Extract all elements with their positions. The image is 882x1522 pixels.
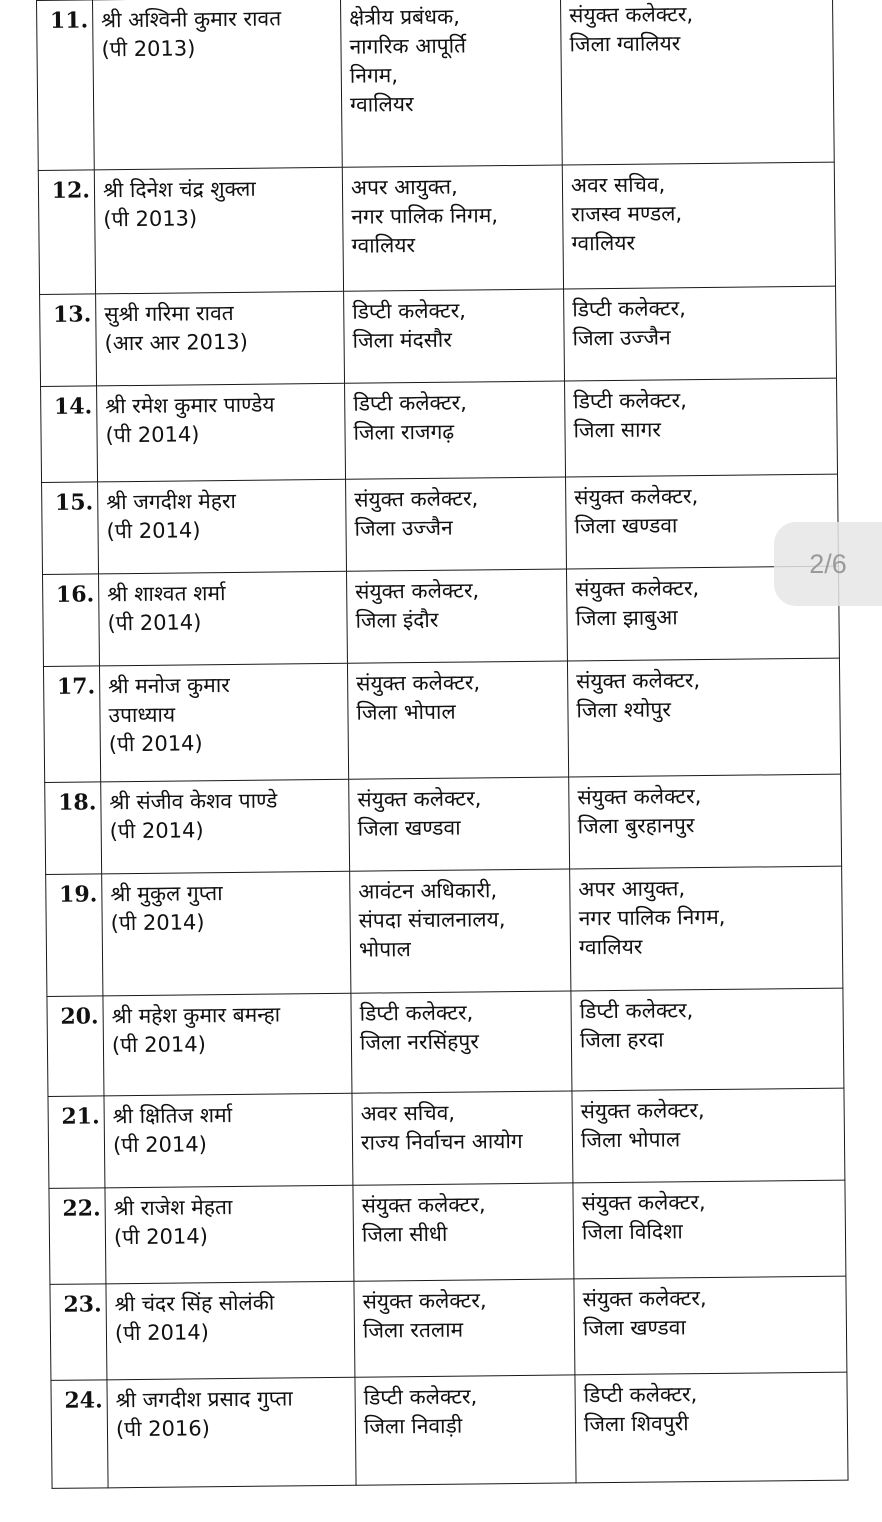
new-posting-line: डिप्टी कलेक्टर, [572,296,686,322]
current-posting-cell [347,661,568,779]
current-posting-line: डिप्टी कलेक्टर, [363,1384,478,1410]
new-posting-cell [570,866,843,991]
current-posting-line: संयुक्त कलेक्टर, [354,486,479,512]
officer-name-cell [107,1377,356,1488]
officer-name-cell [97,383,346,482]
current-posting-line: संयुक्त कलेक्टर, [361,1192,486,1218]
serial-number: 23. [50,1284,107,1381]
officer-name-line: (पी 2014) [108,731,203,757]
officer-name-cell [101,779,350,874]
table-row [40,286,837,386]
current-posting-line: क्षेत्रीय प्रबंधक, [349,4,460,30]
current-posting-line: डिप्टी कलेक्टर, [352,298,467,324]
current-posting-line: संपदा संचालनालय, [358,907,506,933]
officer-name-line: श्री शाश्वत शर्मा [107,581,226,607]
new-posting-line: जिला उज्जैन [572,325,671,351]
officer-name-line: श्री अश्विनी कुमार रावत [101,6,282,33]
transfer-table [36,0,849,1489]
serial-number: 18. [45,782,102,875]
table-row [41,378,838,482]
table-row [45,774,842,874]
officer-name-cell [103,993,352,1096]
officer-name-line: श्री महेश कुमार बमन्हा [111,1002,281,1029]
serial-number: 24. [51,1380,108,1489]
new-posting-line: संयुक्त कलेक्टर, [580,1098,705,1124]
current-posting-line: जिला रतलाम [362,1317,464,1343]
new-posting-cell [573,1180,846,1279]
new-posting-cell [569,774,842,869]
new-posting-cell [564,286,837,381]
current-posting-line: ग्वालियर [351,233,416,258]
serial-number: 14. [41,386,98,483]
serial-number: 11. [37,0,95,170]
officer-name-cell [106,1281,355,1380]
current-posting-line: जिला खण्डवा [357,815,461,841]
new-posting-line: जिला खण्डवा [574,513,678,539]
new-posting-cell [567,658,840,777]
current-posting-cell [351,991,572,1093]
new-posting-line: ग्वालियर [578,934,643,960]
officer-name-line: श्री क्षितिज शर्मा [112,1103,233,1129]
current-posting-cell [353,1183,574,1281]
current-posting-line: नागरिक आपूर्ति [349,33,467,59]
new-posting-line: संयुक्त कलेक्टर, [569,2,694,28]
new-posting-line: जिला शिवपुरी [583,1411,689,1437]
officer-name-line: (पी 2014) [106,518,201,544]
page-indicator-badge [774,522,882,606]
current-posting-cell [349,777,570,871]
new-posting-line: राजस्व मण्डल, [571,201,683,227]
officer-name-cell [104,1093,353,1188]
new-posting-cell [575,1372,848,1483]
current-posting-cell [352,1091,573,1185]
current-posting-line: ग्वालियर [349,92,414,117]
current-posting-line: भोपाल [358,937,411,962]
current-posting-line: जिला नरसिंहपुर [359,1029,479,1055]
current-posting-cell [346,477,567,571]
table-row [37,0,835,170]
serial-number: 17. [43,666,100,783]
officer-name-line: (पी 2016) [115,1416,210,1442]
serial-number: 21. [48,1096,105,1189]
new-posting-line: ग्वालियर [571,230,636,256]
table-row [47,988,844,1096]
serial-number: 13. [40,294,97,387]
current-posting-cell [346,569,567,663]
current-posting-line: संयुक्त कलेक्टर, [357,786,482,812]
new-posting-cell [572,1088,845,1183]
new-posting-cell [565,378,838,477]
officer-name-line: श्री रमेश कुमार पाण्डेय [105,392,275,419]
officer-name-line: (पी 2014) [113,1224,208,1250]
officer-name-line: श्री दिनेश चंद्र शुक्ला [102,176,256,203]
current-posting-cell [342,165,563,291]
new-posting-line: डिप्टी कलेक्टर, [573,388,687,414]
officer-name-line: श्री मनोज कुमार [108,673,230,699]
officer-name-cell [102,871,351,996]
officer-name-cell [94,167,343,294]
new-posting-line: संयुक्त कलेक्टर, [576,668,701,694]
table-row [49,1180,846,1284]
new-posting-cell [560,0,834,165]
new-posting-line: डिप्टी कलेक्टर, [579,998,694,1024]
new-posting-line: अपर आयुक्त, [578,876,686,902]
officer-name-line: (पी 2014) [107,610,202,636]
current-posting-line: जिला मंदसौर [352,327,453,353]
serial-number: 12. [38,170,95,295]
serial-number: 22. [49,1188,106,1285]
table-row [42,474,839,574]
serial-number: 19. [46,874,103,997]
current-posting-line: संयुक्त कलेक्टर, [356,670,481,696]
officer-name-line: उपाध्याय [108,702,176,728]
officer-name-line: (पी 2013) [103,206,198,232]
table-row [50,1276,847,1380]
current-posting-line: नगर पालिक निगम, [351,203,499,229]
new-posting-line: जिला खण्डवा [582,1315,686,1341]
current-posting-line: जिला उज्जैन [354,515,453,541]
officer-name-cell [96,291,345,386]
current-posting-line: संयुक्त कलेक्टर, [355,578,480,604]
current-posting-line: अपर आयुक्त, [350,174,458,200]
new-posting-line: संयुक्त कलेक्टर, [582,1286,707,1312]
page-indicator-text: 2/6 [809,548,847,579]
officer-name-line: श्री संजीव केशव पाण्डे [109,788,278,815]
new-posting-line: अवर सचिव, [570,172,666,198]
current-posting-cell [354,1279,575,1377]
serial-number: 15. [42,482,99,575]
officer-name-line: (पी 2014) [111,1032,206,1058]
officer-name-line: (पी 2014) [105,422,200,448]
current-posting-cell [344,289,565,383]
officer-name-line: श्री जगदीश मेहरा [106,488,237,515]
new-posting-line: जिला विदिशा [581,1219,683,1245]
current-posting-cell [350,869,571,993]
new-posting-line: संयुक्त कलेक्टर, [574,484,699,510]
new-posting-line: संयुक्त कलेक्टर, [577,784,702,810]
officer-name-line: सुश्री गरिमा रावत [104,300,234,327]
table-row [43,566,840,666]
table-row [38,162,835,294]
current-posting-cell [355,1375,576,1485]
officer-name-cell [98,479,347,574]
table-row [48,1088,845,1188]
officer-name-cell [105,1185,354,1284]
new-posting-line: डिप्टी कलेक्टर, [583,1382,698,1408]
officer-name-line: (आर आर 2013) [104,329,249,356]
officer-name-line: श्री चंदर सिंह सोलंकी [114,1290,275,1317]
officer-name-line: (पी 2014) [110,910,205,936]
officer-name-line: श्री राजेश मेहता [113,1195,233,1221]
new-posting-line: जिला हरदा [579,1027,664,1053]
new-posting-line: नगर पालिक निगम, [578,904,726,931]
table-row [43,658,840,782]
serial-number: 16. [43,574,100,667]
current-posting-line: राज्य निर्वाचन आयोग [360,1128,523,1155]
officer-name-cell [99,663,348,782]
current-posting-cell [345,381,566,479]
current-posting-line: डिप्टी कलेक्टर, [359,1000,474,1026]
current-posting-cell [340,0,562,167]
officer-name-line: (पी 2013) [101,36,196,62]
current-posting-line: डिप्टी कलेक्टर, [353,390,467,416]
current-posting-line: जिला भोपाल [356,699,456,725]
new-posting-line: संयुक्त कलेक्टर, [575,576,700,602]
new-posting-cell [562,162,835,289]
current-posting-line: जिला इंदौर [355,607,439,633]
new-posting-cell [574,1276,847,1375]
table-row [51,1372,848,1488]
current-posting-line: निगम, [349,63,399,88]
current-posting-line: जिला सीधी [361,1221,448,1247]
table-row [46,866,843,996]
new-posting-line: संयुक्त कलेक्टर, [581,1190,706,1216]
current-posting-line: जिला राजगढ़ [353,419,455,445]
new-posting-line: जिला भोपाल [580,1127,681,1153]
document-page [36,0,848,1512]
new-posting-line: जिला सागर [573,417,662,443]
new-posting-cell [571,988,844,1091]
new-posting-line: जिला ग्वालियर [569,31,681,57]
current-posting-line: आवंटन अधिकारी, [358,878,498,904]
officer-name-line: (पी 2014) [114,1320,209,1346]
officer-name-line: श्री मुकुल गुप्ता [110,881,223,907]
officer-name-line: श्री जगदीश प्रसाद गुप्ता [115,1386,293,1413]
new-posting-line: जिला झाबुआ [575,605,678,631]
officer-name-line: (पी 2014) [109,818,204,844]
current-posting-line: अवर सचिव, [360,1100,456,1126]
officer-name-line: (पी 2014) [112,1132,207,1158]
current-posting-line: जिला निवाड़ी [363,1413,463,1439]
serial-number: 20. [47,996,104,1097]
officer-name-cell [99,571,348,666]
new-posting-line: जिला श्योपुर [576,697,672,723]
officer-name-cell [93,0,343,170]
current-posting-line: संयुक्त कलेक्टर, [362,1288,487,1314]
new-posting-line: जिला बुरहानपुर [577,813,695,839]
